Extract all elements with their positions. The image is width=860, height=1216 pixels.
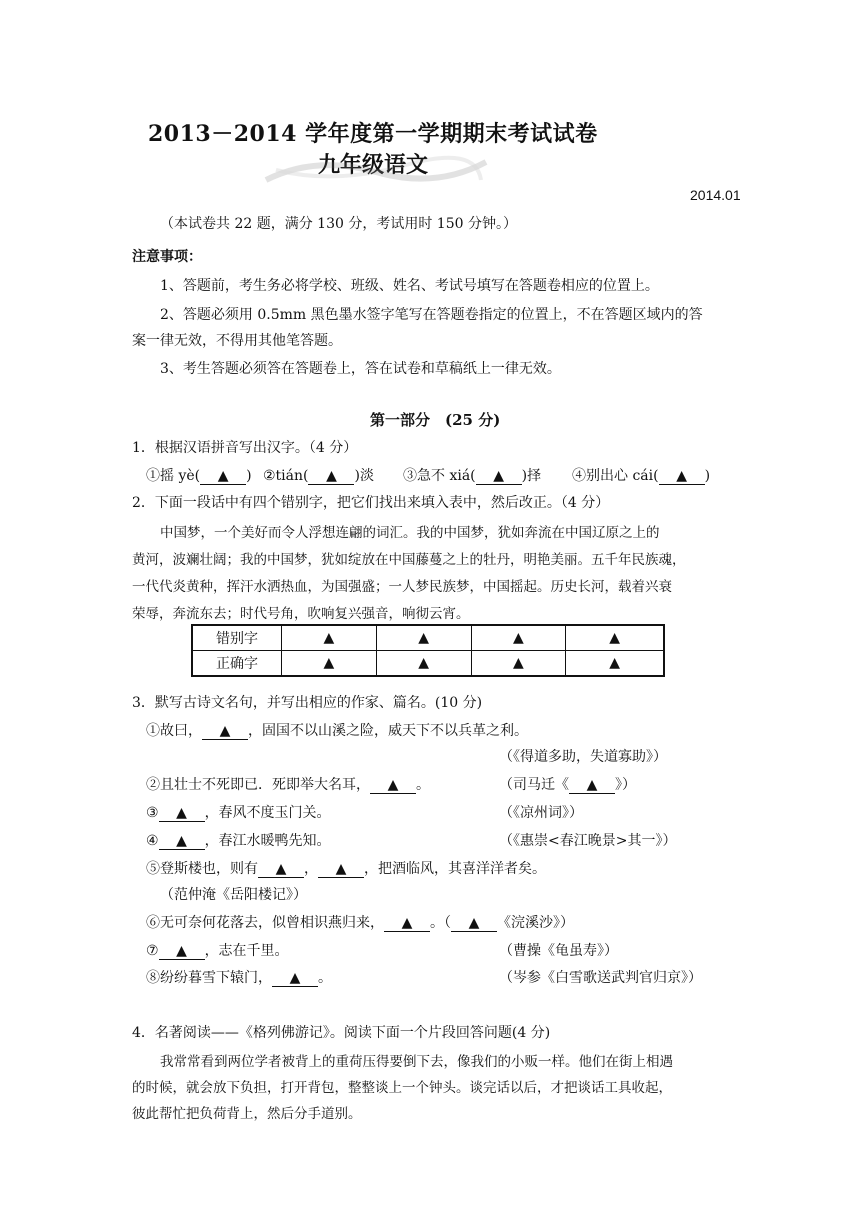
exam-date: 2014.01 bbox=[690, 187, 741, 203]
q1-item-3: ③急不 xiá( ▲ )择 bbox=[403, 468, 542, 484]
notice-item: 3、考生答题必须答在答题卷上，答在试卷和草稿纸上一律无效。 bbox=[160, 361, 561, 377]
notice-title: 注意事项： bbox=[132, 249, 202, 265]
q3-item-2: ②且壮士不死即已．死即举大名耳， ▲ 。 bbox=[146, 777, 430, 793]
exam-subtitle: 九年级语文 bbox=[318, 152, 429, 178]
answer-cell: ▲ bbox=[376, 651, 471, 677]
notice-item: 2、答题必须用 0.5mm 黑色墨水签字笔写在答题卷指定的位置上，不在答题区域内的答 bbox=[160, 307, 703, 323]
answer-cell: ▲ bbox=[471, 651, 566, 677]
q2-stem: 2．下面一段话中有四个错别字，把它们找出来填入表中，然后改正。（4 分） bbox=[132, 495, 610, 511]
q2-passage-line: 黄河，波斓壮阔；我的中国梦，犹如绽放在中国藤蔓之上的牡丹，明艳美丽。五千年民族魂， bbox=[132, 552, 686, 568]
notice-item: 案一律无效，不得用其他笔答题。 bbox=[132, 333, 342, 349]
answer-cell: ▲ bbox=[566, 651, 664, 677]
table-row bbox=[192, 651, 664, 677]
q3-item-8-source: （岑参《白雪歌送武判官归京》） bbox=[499, 970, 702, 986]
answer-cell: ▲ bbox=[282, 651, 377, 677]
answer-cell: ▲ bbox=[282, 625, 377, 651]
notice-item: 1、答题前，考生务必将学校、班级、姓名、考试号填写在答题卷相应的位置上。 bbox=[160, 278, 659, 294]
q3-item-4-source: （《惠崇<春江晚景>其一》） bbox=[499, 833, 677, 849]
q3-item-5-source: （范仲淹《岳阳楼记》） bbox=[160, 887, 307, 903]
q3-item-7-source: （曹操《龟虽寿》） bbox=[499, 943, 618, 959]
q3-item-5: ⑤登斯楼也，则有 ▲ ， ▲ ，把酒临风，其喜洋洋者矣。 bbox=[146, 861, 546, 877]
q3-item-1: ①故曰， ▲ ，固国不以山溪之险，威天下不以兵革之利。 bbox=[146, 723, 528, 739]
q1-item-1: ①摇 yè( ▲ ) bbox=[146, 468, 252, 484]
q1-stem: 1．根据汉语拼音写出汉字。（4 分） bbox=[132, 440, 358, 456]
row-label: 正确字 bbox=[192, 651, 282, 677]
table-row bbox=[192, 625, 664, 651]
row-label: 错别字 bbox=[192, 625, 282, 651]
typo-table bbox=[191, 624, 665, 677]
q1-item-4: ④别出心 cái( ▲ ) bbox=[572, 468, 711, 484]
exam-title: 2013－2014 学年度第一学期期末考试试卷 bbox=[148, 121, 598, 147]
q3-item-3-source: （《凉州词》） bbox=[499, 805, 583, 821]
q4-passage-line: 的时候，就会放下负担，打开背包，整整谈上一个钟头。谈完话以后，才把谈话工具收起， bbox=[132, 1080, 672, 1096]
watermark-stamp bbox=[256, 150, 496, 190]
answer-cell: ▲ bbox=[566, 625, 664, 651]
q2-passage-line: 荣辱，奔流东去；时代号角，吹响复兴强音，响彻云宵。 bbox=[132, 606, 470, 622]
q4-passage-line: 彼此帮忙把负荷背上，然后分手道别。 bbox=[132, 1106, 362, 1122]
q3-item-8: ⑧纷纷暮雪下辕门， ▲ 。 bbox=[146, 970, 332, 986]
answer-cell: ▲ bbox=[471, 625, 566, 651]
q4-passage-line: 我常常看到两位学者被背上的重荷压得要倒下去，像我们的小贩一样。他们在街上相遇 bbox=[160, 1054, 673, 1070]
q3-item-1-source: （《得道多助，失道寡助》） bbox=[499, 749, 667, 765]
q3-item-2-source: （司马迁《 ▲ 》） bbox=[499, 777, 636, 793]
q3-item-3: ③ ▲ ，春风不度玉门关。 bbox=[146, 805, 331, 821]
q3-item-7: ⑦ ▲ ，志在千里。 bbox=[146, 943, 289, 959]
exam-info: （本试卷共 22 题，满分 130 分，考试用时 150 分钟。） bbox=[160, 216, 517, 232]
q2-passage-line: 中国梦，一个美好而令人浮想连翩的词汇。我的中国梦，犹如奔流在中国辽原之上的 bbox=[160, 525, 660, 541]
answer-cell: ▲ bbox=[376, 625, 471, 651]
q4-stem: 4．名著阅读——《格列佛游记》。阅读下面一个片段回答问题(4 分) bbox=[132, 1025, 551, 1041]
q3-stem: 3．默写古诗文名句，并写出相应的作家、篇名。(10 分) bbox=[132, 695, 483, 711]
q1-item-2: ②tián( ▲ )淡 bbox=[263, 468, 374, 484]
section-title: 第一部分 (25 分) bbox=[370, 411, 501, 429]
q3-item-6: ⑥无可奈何花落去，似曾相识燕归来， ▲ 。（ ▲ 《浣溪沙》） bbox=[146, 915, 574, 931]
q3-item-4: ④ ▲ ，春江水暖鸭先知。 bbox=[146, 833, 331, 849]
q2-passage-line: 一代代炎黄种，挥汗水洒热血，为国强盛；一人梦民族梦，中国摇起。历史长河，载着兴衰 bbox=[132, 579, 672, 595]
